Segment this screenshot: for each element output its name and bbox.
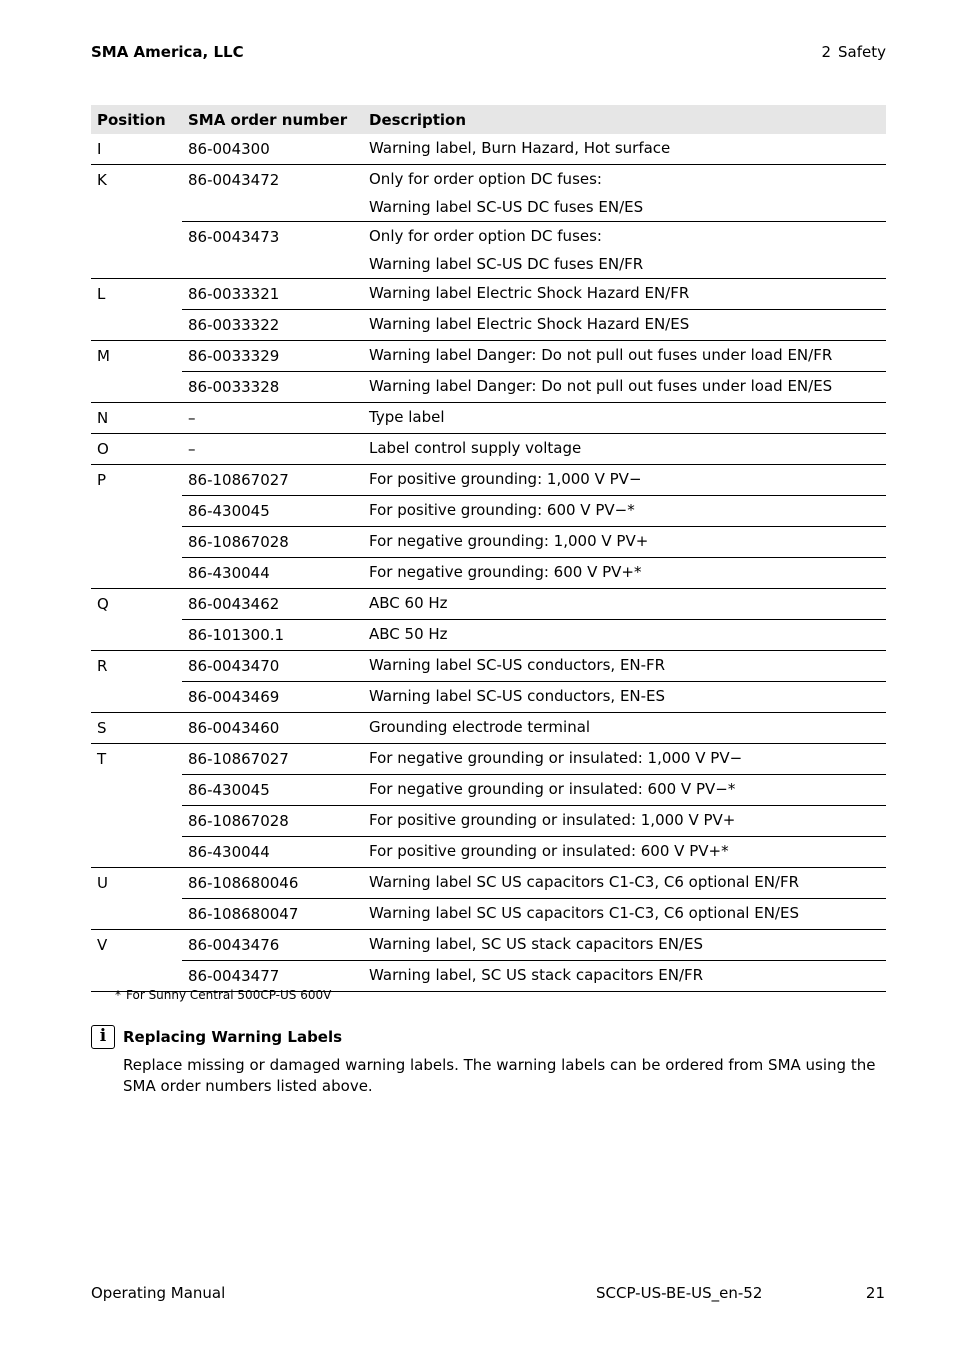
cell-description: [363, 775, 886, 806]
description-line: Warning label Electric Shock Hazard EN/FR: [369, 284, 690, 302]
cell-position: T: [97, 750, 107, 768]
cell-description: [363, 310, 886, 341]
cell-position: [91, 837, 182, 868]
description-line: Warning label SC US capacitors C1-C3, C6 optional EN/ES: [369, 904, 799, 922]
cell-order-number: –: [182, 403, 363, 434]
cell-position: [91, 961, 182, 992]
cell-position: [91, 682, 182, 713]
cell-position: P: [97, 471, 107, 489]
description-line: Warning label Electric Shock Hazard EN/ES: [369, 315, 690, 333]
cell-description: [363, 961, 886, 992]
warning-labels-table: [91, 105, 886, 992]
description-line: Warning label SC-US DC fuses EN/ES: [369, 198, 644, 216]
table-row: [91, 713, 886, 744]
cell-description: [363, 806, 886, 837]
cell-order-number: 86-0033329: [182, 341, 363, 372]
table-row: [91, 589, 886, 620]
cell-position: O: [91, 434, 182, 465]
cell-description: [363, 651, 886, 682]
description-line: Warning label SC-US conductors, EN-FR: [369, 656, 666, 674]
cell-order-number: 86-108680047: [182, 899, 363, 930]
cell-position: [91, 310, 182, 341]
column-header-order-number: SMA order number: [182, 105, 363, 134]
table-row: [91, 279, 886, 310]
table-row: [91, 682, 886, 713]
cell-description: [363, 868, 886, 899]
cell-order-number: 86-0043469: [182, 682, 363, 713]
column-header-position: Position: [91, 105, 182, 134]
table-row: [91, 620, 886, 651]
cell-order-number: 86-108680046: [182, 868, 363, 899]
cell-description: [363, 930, 886, 961]
cell-order-number: 86-0033321: [182, 279, 363, 310]
cell-description: [363, 434, 886, 465]
description-line: For positive grounding: 600 V PV−*: [369, 501, 635, 519]
cell-description: [363, 372, 886, 403]
cell-position: L: [97, 285, 106, 303]
cell-position: [91, 527, 182, 558]
note-body: Replace missing or damaged warning labels. The warning labels can be ordered from SMA using the SMA order numbers listed above.: [123, 1056, 876, 1095]
cell-order-number: 86-0043462: [182, 589, 363, 620]
cell-position: [91, 620, 182, 651]
table-row: [91, 930, 886, 961]
table-body: [91, 134, 886, 992]
description-line: For positive grounding or insulated: 1,000 V PV+: [369, 811, 736, 829]
cell-description: [363, 134, 886, 165]
cell-description: [363, 744, 886, 775]
cell-description: [363, 899, 886, 930]
description-line: For negative grounding or insulated: 600 V PV−*: [369, 780, 736, 798]
cell-order-number: 86-0043470: [182, 651, 363, 682]
table-row: [91, 558, 886, 589]
description-line: For negative grounding or insulated: 1,000 V PV−: [369, 749, 743, 767]
table-row: [91, 310, 886, 341]
cell-order-number: 86-004300: [182, 134, 363, 165]
cell-order-number: 86-0043477: [182, 961, 363, 992]
description-line: Warning label, Burn Hazard, Hot surface: [369, 139, 671, 157]
cell-description: [363, 341, 886, 372]
cell-order-number: 86-0033328: [182, 372, 363, 403]
table-row: [91, 527, 886, 558]
table-row: [91, 434, 886, 465]
table-row: [91, 775, 886, 806]
cell-description: [363, 589, 886, 620]
description-line: For negative grounding: 600 V PV+*: [369, 563, 642, 581]
table-row: [91, 341, 886, 372]
description-line: Type label: [369, 408, 445, 426]
description-line: Warning label SC-US conductors, EN-ES: [369, 687, 666, 705]
cell-position: U: [97, 874, 108, 892]
cell-description: [363, 620, 886, 651]
cell-position: [91, 775, 182, 806]
footer-page-number: 21: [865, 1284, 885, 1302]
cell-description: [363, 558, 886, 589]
footnote-text: For Sunny Central 500CP-US 600V: [126, 988, 332, 1002]
header-company: SMA America, LLC: [91, 43, 244, 61]
footer-manual-title: Operating Manual: [91, 1284, 226, 1302]
cell-position: Q: [97, 595, 109, 613]
cell-order-number: 86-430045: [182, 496, 363, 527]
cell-description: [363, 465, 886, 496]
cell-position: [91, 558, 182, 589]
description-line: Warning label, SC US stack capacitors EN/ES: [369, 935, 703, 953]
cell-order-number: 86-101300.1: [182, 620, 363, 651]
table-row: [91, 134, 886, 165]
cell-order-number: 86-0043476: [182, 930, 363, 961]
table-row: [91, 744, 886, 775]
description-line: For positive grounding or insulated: 600 V PV+*: [369, 842, 729, 860]
cell-order-number: 86-0043460: [182, 713, 363, 744]
cell-description: [363, 496, 886, 527]
cell-position: N: [91, 403, 182, 434]
cell-order-number: 86-430044: [182, 558, 363, 589]
description-line: Only for order option DC fuses:: [369, 227, 602, 245]
cell-order-number: –: [182, 434, 363, 465]
footer-doc-code: SCCP-US-BE-US_en-52: [596, 1284, 763, 1302]
description-line: Grounding electrode terminal: [369, 718, 591, 736]
footnote: [115, 988, 331, 1002]
cell-position: S: [91, 713, 182, 744]
cell-position: M: [97, 347, 110, 365]
column-header-description: Description: [363, 105, 886, 134]
description-line: ABC 60 Hz: [369, 594, 448, 612]
header-section: [821, 43, 886, 61]
cell-description: [363, 165, 886, 222]
note-title: Replacing Warning Labels: [123, 1028, 343, 1046]
table-row: [91, 465, 886, 496]
cell-description: [363, 682, 886, 713]
table-row: [91, 837, 886, 868]
cell-position: V: [97, 936, 108, 954]
description-line: Only for order option DC fuses:: [369, 170, 602, 188]
description-line: Label control supply voltage: [369, 439, 582, 457]
cell-position: R: [97, 657, 108, 675]
description-line: Warning label, SC US stack capacitors EN/FR: [369, 966, 704, 984]
cell-description: [363, 279, 886, 310]
cell-position: [91, 222, 182, 279]
table-row: [91, 165, 886, 222]
cell-description: [363, 403, 886, 434]
cell-position: [91, 806, 182, 837]
cell-description: [363, 837, 886, 868]
header-section-number: 2: [821, 43, 832, 61]
table-row: [91, 651, 886, 682]
cell-order-number: 86-10867027: [182, 465, 363, 496]
info-icon: i: [91, 1025, 115, 1049]
cell-position: I: [91, 134, 182, 165]
cell-order-number: 86-0043473: [182, 222, 363, 279]
description-line: Warning label SC US capacitors C1-C3, C6 optional EN/FR: [369, 873, 800, 891]
cell-order-number: 86-0033322: [182, 310, 363, 341]
table-header-row: [91, 105, 886, 134]
cell-order-number: 86-10867028: [182, 527, 363, 558]
table-row: [91, 222, 886, 279]
cell-description: [363, 713, 886, 744]
cell-position: [91, 899, 182, 930]
cell-order-number: 86-10867028: [182, 806, 363, 837]
table-row: [91, 806, 886, 837]
cell-order-number: 86-0043472: [182, 165, 363, 222]
description-line: Warning label SC-US DC fuses EN/FR: [369, 255, 644, 273]
cell-position: [91, 496, 182, 527]
cell-order-number: 86-430044: [182, 837, 363, 868]
cell-order-number: 86-430045: [182, 775, 363, 806]
cell-description: [363, 527, 886, 558]
description-line: Warning label Danger: Do not pull out fuses under load EN/ES: [369, 377, 833, 395]
description-line: Warning label Danger: Do not pull out fuses under load EN/FR: [369, 346, 833, 364]
cell-position: K: [97, 171, 107, 189]
cell-position: [91, 372, 182, 403]
header-section-title: Safety: [838, 43, 886, 61]
footnote-marker: *: [115, 988, 121, 1002]
table-row: [91, 868, 886, 899]
cell-description: [363, 222, 886, 279]
table-row: [91, 961, 886, 992]
description-line: For positive grounding: 1,000 V PV−: [369, 470, 642, 488]
cell-order-number: 86-10867027: [182, 744, 363, 775]
table-row: [91, 899, 886, 930]
table-row: [91, 372, 886, 403]
description-line: ABC 50 Hz: [369, 625, 448, 643]
table-row: [91, 496, 886, 527]
table-row: [91, 403, 886, 434]
description-line: For negative grounding: 1,000 V PV+: [369, 532, 649, 550]
